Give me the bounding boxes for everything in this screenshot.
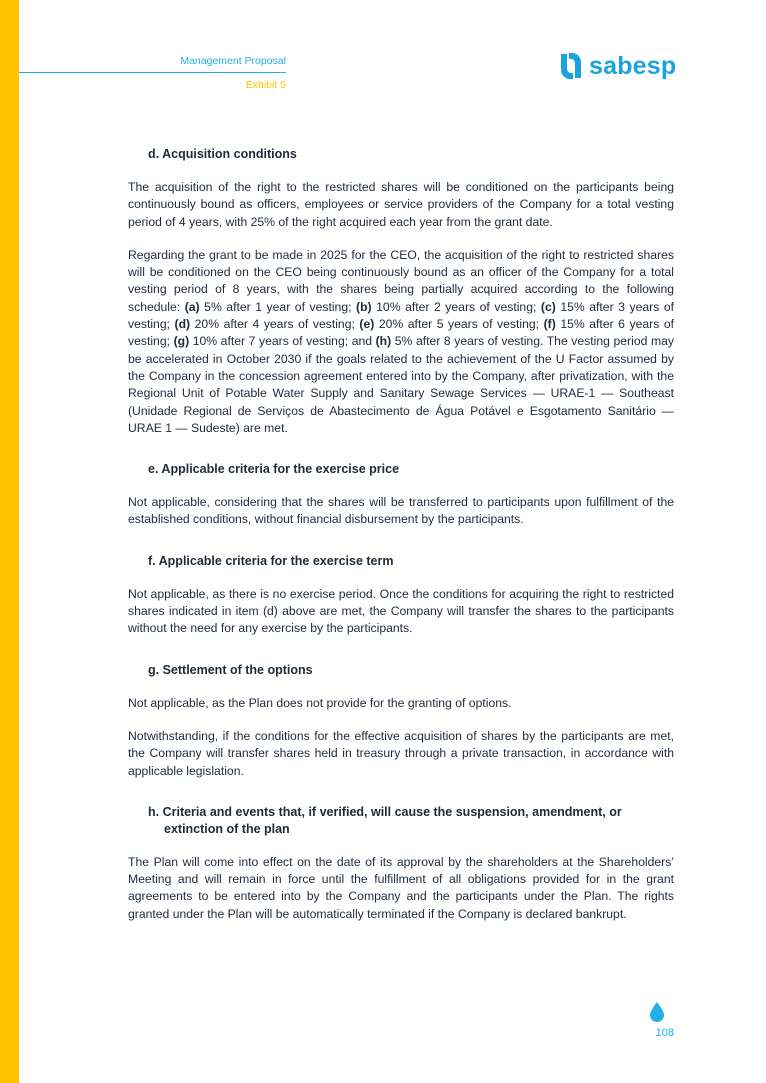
item-text-c: 15% after 3 years of vesting; xyxy=(128,299,675,332)
page-number: 108 xyxy=(655,1027,674,1039)
item-label-d: (d) xyxy=(174,317,191,332)
heading-acquisition-conditions: d. Acquisition conditions xyxy=(148,147,297,161)
paragraph-h1: The Plan will come into effect on the date of its approval by the shareholders at the Shareholders’ Meeting and will remain in force until the fulfillment of all obligations provided for in the grant agreements to be entered into by the Company and the participants under the Plan. The rights granted under the Plan will be automatically terminated if the Company is declared bankrupt. xyxy=(128,854,674,921)
water-drop-icon xyxy=(650,1002,664,1022)
item-label-h: (h) xyxy=(375,334,392,349)
sabesp-s-logo-icon xyxy=(558,52,584,80)
heading-exercise-term: f. Applicable criteria for the exercise term xyxy=(148,553,394,568)
item-label-a: (a) xyxy=(184,299,200,314)
heading-exercise-price: e. Applicable criteria for the exercise price xyxy=(148,462,400,477)
paragraph-g1: Not applicable, as the Plan does not provide for the granting of options. xyxy=(128,695,512,710)
heading-suspension-criteria: h. Criteria and events that, if verified, will cause the suspension, amendment, or extinction of the plan xyxy=(148,804,622,836)
header-rule xyxy=(19,72,286,73)
paragraph-e1: Not applicable, considering that the shares will be transferred to participants upon fulfillment of the established conditions, without financial disbursement by the participants. xyxy=(128,495,674,527)
paragraph-d2 xyxy=(128,247,674,437)
item-text-f: 15% after 6 years of vesting; xyxy=(128,317,675,349)
header-title: Management Proposal xyxy=(180,55,286,67)
item-label-g: (g) xyxy=(173,334,190,349)
item-text-a: 5% after 1 year of vesting; xyxy=(199,299,357,314)
item-label-e: (e) xyxy=(359,317,375,332)
document-body xyxy=(128,146,674,939)
item-label-c: (c) xyxy=(540,299,556,314)
item-text-b: 10% after 2 years of vesting; xyxy=(371,299,541,314)
item-text-h: 5% after 8 years of vesting. The vesting period may be accelerated in October 2030 if the goals related to the achievement of the U Factor assumed by the Company in the concession agreement entered into by the Company, after privatization, with the Regional Unit of Potable Water Supply and Sanitary Sewage Services — URAE-1 — Southeast (Unidade Regional de Serviços de Abastecimento de Água Potável e Esgotamento Sanitário — URAE 1 — Sudeste) are met. xyxy=(128,334,674,435)
yellow-side-bar xyxy=(0,0,19,1083)
paragraph-d2-intro: Regarding the grant to be made in 2025 for the CEO, the acquisition of the right to restricted shares will be conditioned on the CEO being continuously bound as an officer of the Company for a total vesting period of 8 years, with the shares being partially acquired according to the following schedule: xyxy=(128,247,674,314)
item-label-b: (b) xyxy=(356,299,372,314)
paragraph-g2: Notwithstanding, if the conditions for the effective acquisition of shares by the participants are met, the Company will transfer shares held in treasury through a private transaction, in accordance with applicable legislation. xyxy=(128,728,674,778)
paragraph-f1: Not applicable, as there is no exercise period. Once the conditions for acquiring the right to restricted shares indicated in item (d) above are met, the Company will transfer the shares to the participants without the need for any exercise by the participants. xyxy=(128,586,674,636)
item-text-e: 20% after 5 years of vesting; xyxy=(374,317,544,332)
item-label-f: (f) xyxy=(543,317,556,332)
item-text-d: 20% after 4 years of vesting; xyxy=(190,317,360,332)
heading-settlement-options: g. Settlement of the options xyxy=(148,662,313,677)
item-text-g: 10% after 7 years of vesting; and xyxy=(189,334,376,349)
sabesp-logo xyxy=(558,50,676,82)
paragraph-d1: The acquisition of the right to the restricted shares will be conditioned on the participants being continuously bound as officers, employees or service providers of the Company for a total vesting period of 4 years, with 25% of the right acquired each year from the grant date. xyxy=(128,180,674,229)
header-subtitle: Exhibit 5 xyxy=(245,79,286,91)
logo-text: sabesp xyxy=(589,51,677,80)
